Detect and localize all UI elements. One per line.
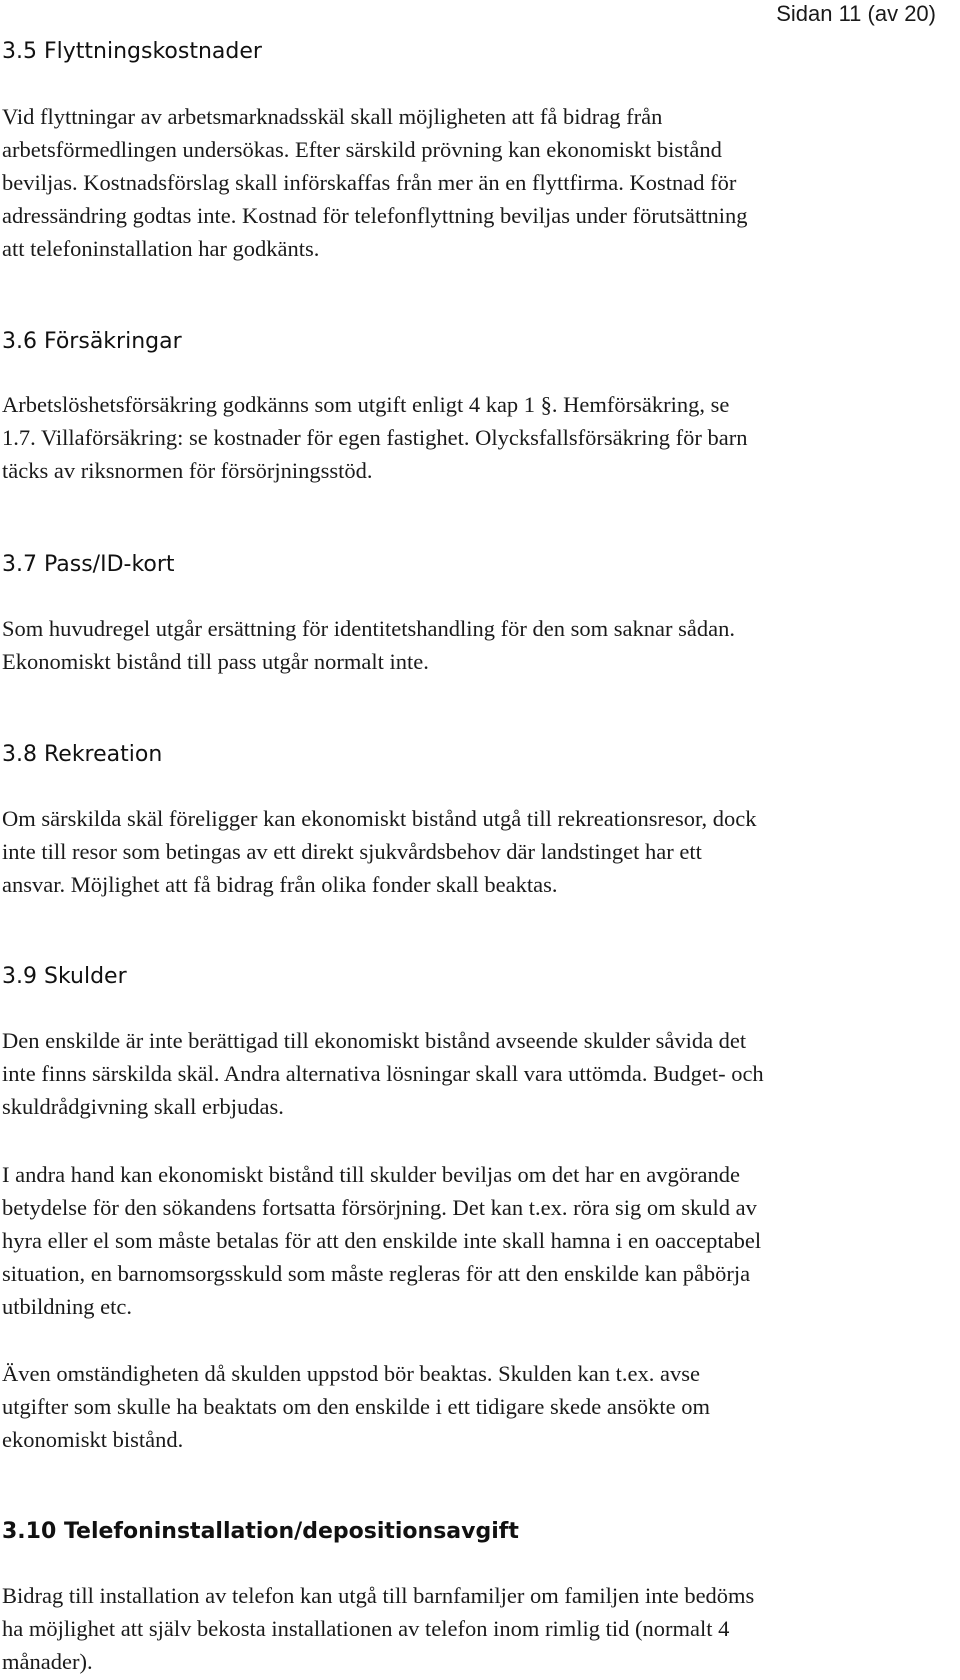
text-line: månader). — [2, 1649, 93, 1674]
text-line: arbetsförmedlingen undersökas. Efter särskild prövning kan ekonomiskt bistånd — [2, 137, 722, 162]
text-line: täcks av riksnormen för försörjningsstöd. — [2, 458, 373, 483]
text-line: Även omständigheten då skulden uppstod bör beaktas. Skulden kan t.ex. avse — [2, 1361, 700, 1386]
section-heading-3-10: 3.10 Telefoninstallation/depositionsavgift — [2, 1519, 519, 1544]
text-line: I andra hand kan ekonomiskt bistånd till skulder beviljas om det har en avgörande — [2, 1162, 740, 1187]
section-heading-3-7: 3.7 Pass/ID-kort — [2, 552, 175, 577]
section-heading-3-8: 3.8 Rekreation — [2, 742, 163, 767]
text-line: Om särskilda skäl föreligger kan ekonomiskt bistånd utgå till rekreationsresor, dock — [2, 806, 757, 831]
section-heading-3-9: 3.9 Skulder — [2, 964, 127, 989]
section-paragraph-3-6 — [2, 388, 748, 487]
text-line: att telefoninstallation har godkänts. — [2, 236, 320, 261]
section-paragraph-3-5 — [2, 100, 747, 265]
text-line: adressändring godtas inte. Kostnad för telefonflyttning beviljas under förutsättning — [2, 203, 748, 228]
text-line: betydelse för den sökandens fortsatta försörjning. Det kan t.ex. röra sig om skuld av — [2, 1195, 757, 1220]
text-line: Den enskilde är inte berättigad till ekonomiskt bistånd avseende skulder såvida det — [2, 1028, 747, 1053]
section-paragraph-3-7 — [2, 612, 735, 678]
section-paragraph-3-9-c — [2, 1357, 710, 1456]
text-line: skuldrådgivning skall erbjudas. — [2, 1094, 284, 1119]
section-paragraph-3-9-b — [2, 1158, 761, 1323]
page-number: Sidan 11 (av 20) — [776, 1, 936, 26]
section-heading-3-5: 3.5 Flyttningskostnader — [2, 39, 262, 64]
text-line: beviljas. Kostnadsförslag skall införskaffas från mer än en flyttfirma. Kostnad för — [2, 170, 737, 195]
section-paragraph-3-8 — [2, 802, 757, 901]
text-line: utgifter som skulle ha beaktats om den enskilde i ett tidigare skede ansökte om — [2, 1394, 710, 1419]
section-paragraph-3-9-a — [2, 1024, 764, 1123]
text-line: Bidrag till installation av telefon kan utgå till barnfamiljer om familjen inte bedöms — [2, 1583, 755, 1608]
text-line: hyra eller el som måste betalas för att den enskilde inte skall hamna i en oacceptabel — [2, 1228, 762, 1253]
text-line: Ekonomiskt bistånd till pass utgår normalt inte. — [2, 649, 429, 674]
text-line: ansvar. Möjlighet att få bidrag från olika fonder skall beaktas. — [2, 872, 558, 897]
text-line: Som huvudregel utgår ersättning för identitetshandling för den som saknar sådan. — [2, 616, 735, 641]
section-paragraph-3-10 — [2, 1579, 754, 1678]
text-line: Vid flyttningar av arbetsmarknadsskäl skall möjligheten att få bidrag från — [2, 104, 663, 129]
text-line: ha möjlighet att själv bekosta installationen av telefon inom rimlig tid (normalt 4 — [2, 1616, 730, 1641]
text-line: inte till resor som betingas av ett direkt sjukvårdsbehov där landstinget har ett — [2, 839, 702, 864]
text-line: Arbetslöshetsförsäkring godkänns som utgift enligt 4 kap 1 §. Hemförsäkring, se — [2, 392, 730, 417]
text-line: ekonomiskt bistånd. — [2, 1427, 184, 1452]
text-line: 1.7. Villaförsäkring: se kostnader för egen fastighet. Olycksfallsförsäkring för barn — [2, 425, 748, 450]
text-line: inte finns särskilda skäl. Andra alternativa lösningar skall vara uttömda. Budget- och — [2, 1061, 764, 1086]
section-heading-3-6: 3.6 Försäkringar — [2, 329, 182, 354]
text-line: situation, en barnomsorgsskuld som måste regleras för att den enskilde kan påbörja — [2, 1261, 751, 1286]
text-line: utbildning etc. — [2, 1294, 132, 1319]
